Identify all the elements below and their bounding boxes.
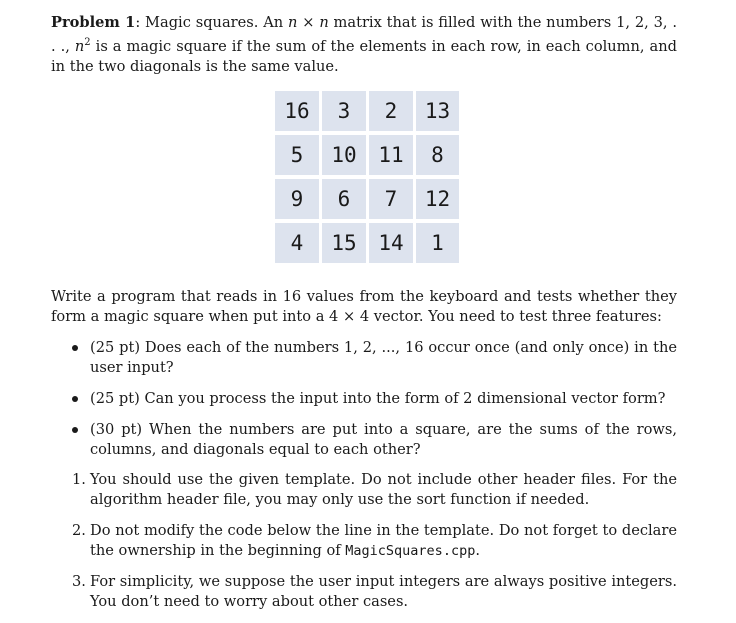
filename-code: MagicSquares.cpp xyxy=(345,543,476,559)
magic-square-grid xyxy=(275,91,459,263)
grid-cell: 9 xyxy=(275,179,319,219)
rule-text: For simplicity, we suppose the user input integers are always positive integers. You don’t need to worry about other cases. xyxy=(90,573,677,610)
grid-cell: 10 xyxy=(322,135,366,175)
rule-item xyxy=(72,572,677,612)
feature-list xyxy=(72,338,677,471)
grid-cell: 11 xyxy=(369,135,413,175)
problem-mid: matrix that is filled with the numbers 1, 2, 3, . . ., xyxy=(51,14,678,55)
grid-cell: 3 xyxy=(322,91,366,131)
grid-cell: 6 xyxy=(322,179,366,219)
feature-item: (25 pt) Can you process the input into the form of 2 dimensional vector form? xyxy=(72,389,677,409)
grid-cell: 5 xyxy=(275,135,319,175)
grid-cell: 2 xyxy=(369,91,413,131)
problem-intro: : Magic squares. An xyxy=(135,14,288,31)
math-n: n xyxy=(74,37,85,55)
grid-cell: 8 xyxy=(416,135,459,175)
rule-number: 3. xyxy=(72,573,86,590)
math-exponent: 2 xyxy=(84,37,91,48)
problem-statement xyxy=(51,13,677,77)
rule-item xyxy=(72,521,677,561)
feature-item: (25 pt) Does each of the numbers 1, 2, ..., 16 occur once (and only once) in the user input? xyxy=(72,338,677,378)
grid-cell: 16 xyxy=(275,91,319,131)
grid-cell: 1 xyxy=(416,223,459,263)
grid-cell: 13 xyxy=(416,91,459,131)
rule-tail: . xyxy=(475,542,480,559)
rule-number: 2. xyxy=(72,522,86,539)
grid-cell: 7 xyxy=(369,179,413,219)
grid-cell: 12 xyxy=(416,179,459,219)
rule-number: 1. xyxy=(72,471,86,488)
problem-label: Problem 1 xyxy=(51,14,136,31)
task-description: Write a program that reads in 16 values from the keyboard and tests whether they form a magic square when put into a 4 × 4 vector. You need to test three features: xyxy=(51,288,677,325)
math-n: n xyxy=(319,14,329,31)
grid-cell: 4 xyxy=(275,223,319,263)
rule-item xyxy=(72,470,677,510)
rule-text: You should use the given template. Do not include other header files. For the algorithm header file, you may only use the sort function if needed. xyxy=(90,471,677,508)
rule-text: Do not modify the code below the line in the template. Do not forget to declare the ownership in the beginning of xyxy=(90,522,677,559)
rules-list xyxy=(72,470,677,623)
grid-cell: 14 xyxy=(369,223,413,263)
times-symbol: × xyxy=(297,14,320,31)
math-n: n xyxy=(288,14,298,31)
feature-item: (30 pt) When the numbers are put into a square, are the sums of the rows, columns, and diagonals equal to each other? xyxy=(72,420,677,460)
problem-rest: is a magic square if the sum of the elements in each row, in each column, and in the two diagonals is the same value. xyxy=(51,37,677,75)
grid-cell: 15 xyxy=(322,223,366,263)
